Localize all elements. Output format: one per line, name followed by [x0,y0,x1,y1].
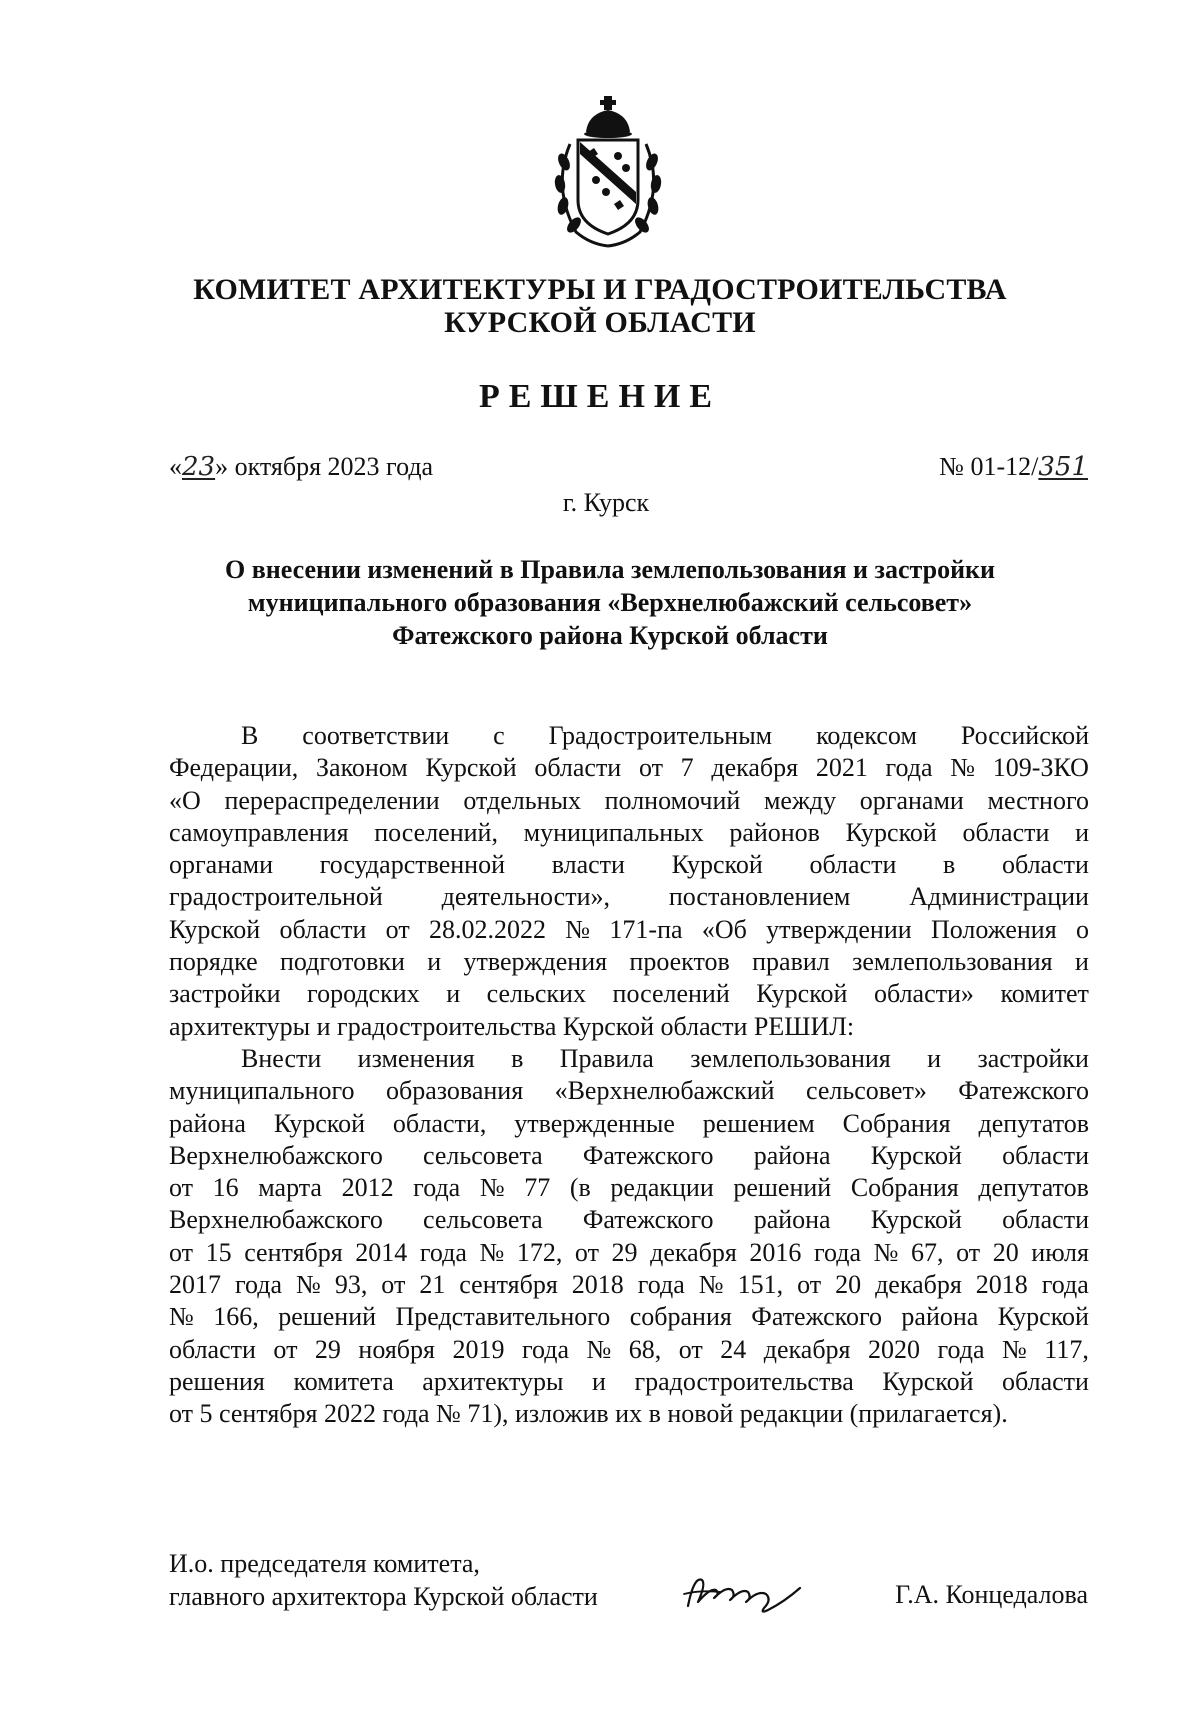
body-word: депутатов [978,1173,1089,1203]
body-line [169,1043,1089,1075]
signer-position-line1: И.о. председателя комитета, [169,1549,480,1578]
body-word: «Верхнелюбажский [554,1076,775,1106]
body-word: 172, [516,1237,563,1267]
body-line [169,1366,1089,1398]
body-word: 2021 [815,753,868,783]
body-word: Курской [845,817,937,847]
body-word: утверждения [463,947,608,977]
body-word: 20 [992,1237,1019,1267]
body-word: от [169,1173,194,1203]
body-word: 2020 [867,1334,920,1364]
body-word: 2017 [169,1270,221,1300]
body-word: Фатежского [751,1302,882,1332]
body-word: порядке [169,947,258,977]
body-word: перераспределении [224,785,440,815]
body-word: года [521,1334,569,1364]
signer-name: Г.А. Концедалова [895,1580,1088,1609]
body-word: области [962,817,1050,847]
body-word: 2018 [975,1270,1028,1300]
body-word: № [698,1270,724,1300]
date-open-quote: « [169,452,182,481]
body-word: застройки [169,979,281,1009]
document-subject [140,553,1080,652]
body-word: Курской [671,850,763,880]
body-word: и [591,1366,606,1396]
body-word: Градостроительным [548,721,773,750]
body-word: органами [169,850,274,880]
body-word: области [534,753,622,783]
body-line [169,1140,1089,1172]
body-line [169,849,1089,881]
document-type-title: РЕШЕНИЕ [478,378,722,415]
body-word: года [1041,1270,1089,1300]
body-word: 16 [212,1173,239,1203]
body-word: от [385,914,410,944]
document-number [939,452,1088,482]
body-word: Фатежского [958,1076,1089,1106]
document-body [169,720,1089,1431]
body-word: в [511,1043,524,1073]
body-word: марта [258,1173,322,1203]
body-word: от [797,1270,822,1300]
body-word: области [1002,1140,1089,1170]
body-word: области [809,850,897,880]
body-word: № [586,1334,612,1364]
body-word: № [1002,1334,1027,1364]
body-word: от [381,1270,406,1300]
body-word: местного [987,785,1089,815]
body-word: Верхнелюбажского [169,1140,383,1170]
body-word: 2019 [452,1334,505,1364]
body-word: года [937,1334,985,1364]
body-word: 29 [314,1334,341,1364]
body-word: градостроительной [169,882,383,912]
body-word: Фатежского [582,1205,714,1235]
body-line: архитектуры и градостроительства Курской области РЕШИЛ: [169,1011,855,1041]
body-word: Представительного [395,1302,611,1332]
document-city: г. Курск [562,488,650,517]
body-word: от [574,1237,599,1267]
body-word: и [927,1043,942,1073]
body-line [169,817,1089,849]
body-word: кодексом [816,721,917,750]
body-word: Внести [241,1043,322,1073]
body-line [169,1204,1089,1236]
body-word: депутатов [978,1108,1089,1138]
body-word: от [273,1334,298,1364]
body-word: от [169,1237,194,1267]
body-word: собрания [629,1302,732,1332]
body-word: В [241,721,259,750]
body-word: 21 [419,1270,446,1300]
signer-position-line2: главного архитектора Курской области [169,1582,598,1611]
body-word: области [1002,850,1089,880]
body-word: и [1074,947,1089,977]
body-word: (в [569,1173,591,1203]
body-word: года [814,1237,862,1267]
body-word: правил [752,947,830,977]
body-word: ноября [358,1334,435,1364]
body-word: года [637,1270,685,1300]
body-word: июля [1031,1237,1089,1267]
body-word: области [169,1334,256,1364]
body-word: Курской [425,753,517,783]
body-word: области [1002,1205,1089,1235]
body-word: комитет [1000,979,1089,1009]
body-line [169,720,1089,752]
body-word: района [901,1302,979,1332]
body-word: 151, [737,1270,784,1300]
body-word: самоуправления [169,817,349,847]
body-word: проектов [629,947,730,977]
body-line [169,1269,1089,1301]
body-word: органами [859,785,964,815]
body-word: утверждении [766,914,912,944]
body-word: застройки [977,1043,1089,1073]
body-word: сельсовета [423,1205,543,1235]
body-line [169,1108,1089,1140]
document-number-prefix: № 01-12/ [939,452,1039,481]
body-word: утвержденные [514,1108,675,1138]
body-word: землепользования [852,947,1053,977]
body-line [169,785,1089,817]
body-word: области» [874,979,974,1009]
body-line [169,1301,1089,1333]
body-word: Верхнелюбажского [169,1205,383,1235]
body-word: 109-ЗКО [992,753,1089,783]
body-word: муниципальных [523,817,704,847]
body-word: землепользования [690,1043,891,1073]
subject-line: муниципального образования «Верхнелюбажский сельсовет» [247,588,973,617]
body-word: Курской [169,914,261,944]
body-word: постановлением [668,882,851,912]
body-word: года [413,1173,461,1203]
body-word: комитета [293,1366,394,1396]
body-word: Собрания [842,1108,951,1138]
body-word: подготовки [279,947,405,977]
body-word: деятельности», [441,882,610,912]
body-word: поселений, [374,817,498,847]
body-word: Курской [882,1366,974,1396]
body-word: 28.02.2022 [429,914,546,944]
body-word: отдельных [463,785,581,815]
body-word: сельсовета [423,1140,543,1170]
body-word: Курской [870,1205,962,1235]
body-line [169,946,1089,978]
body-word: Российской [960,721,1089,750]
body-word: 117, [1044,1334,1089,1364]
body-word: 7 [680,753,694,783]
body-word: от [638,753,663,783]
body-word: в [943,850,956,880]
body-word: городских [307,979,420,1009]
body-word: полномочий [604,785,741,815]
body-word: области, [392,1108,487,1138]
body-word: и [427,947,442,977]
body-line [169,881,1089,913]
body-word: изменения [357,1043,475,1073]
body-word: Администрации [909,882,1089,912]
body-line [169,1172,1089,1204]
body-line [169,1075,1089,1107]
subject-line: О внесении изменений в Правила землепользования и застройки [224,555,996,584]
body-word: архитектуры [422,1366,564,1396]
subject-line: Фатежского района Курской области [392,621,828,650]
body-word: редакции [610,1173,714,1203]
body-word: государственной [319,850,506,880]
body-line: от 5 сентября 2022 года № 71), изложив их в новой редакции (прилагается). [169,1399,1008,1429]
body-word: сельских [486,979,586,1009]
body-word: района [169,1108,246,1138]
body-word: о [1075,914,1089,944]
body-word: образования [386,1076,524,1106]
body-word: между [763,785,837,815]
body-word: Курской [756,979,848,1009]
body-word: градостроительства [634,1366,854,1396]
signature-block [169,1547,598,1613]
body-word: соответствии [302,721,450,750]
body-word: Правила [559,1043,654,1073]
body-word: 67, [911,1237,944,1267]
body-word: муниципального [169,1076,355,1106]
body-word: 171-па [609,914,683,944]
coat-of-arms-icon [548,92,668,252]
body-word: № [565,914,591,944]
body-word: и [1075,817,1089,847]
body-word: «О [169,785,201,815]
body-word: от [956,1237,981,1267]
body-line [169,914,1089,946]
body-word: 68, [628,1334,662,1364]
body-word: № [479,1173,505,1203]
body-word: Фатежского [582,1140,714,1170]
body-word: 15 [205,1237,232,1267]
body-line [169,752,1089,784]
body-word: 2012 [341,1173,394,1203]
body-line [169,978,1089,1010]
organization-name-line1: КОМИТЕТ АРХИТЕКТУРЫ И ГРАДОСТРОИТЕЛЬСТВА [193,273,1007,306]
body-word: решений [733,1173,832,1203]
body-word: и [446,979,461,1009]
body-word: решением [702,1108,815,1138]
organization-name-line2: КУРСКОЙ ОБЛАСТИ [444,306,756,339]
body-word: декабря [875,1270,962,1300]
body-word: года [885,753,933,783]
body-word: года [234,1270,283,1300]
document-date [169,452,433,482]
body-word: декабря [711,753,799,783]
body-word: декабря [650,1237,737,1267]
body-word: № [169,1302,194,1332]
body-word: № [950,753,976,783]
body-word: 2018 [571,1270,624,1300]
body-word: 29 [611,1237,638,1267]
body-word: Курской [273,1108,365,1138]
body-word: Курской [997,1302,1089,1332]
body-line [169,1334,1089,1366]
body-word: № [296,1270,321,1300]
body-word: сентября [244,1237,343,1267]
body-word: решения [169,1366,265,1396]
handwritten-signature [680,1568,820,1618]
body-word: 166, [213,1302,259,1332]
body-word: района [753,1205,831,1235]
body-word: Курской [870,1140,962,1170]
body-word: Федерации, [169,753,299,783]
body-word: власти [551,850,625,880]
body-word: поселений [612,979,730,1009]
body-word: 24 [720,1334,747,1364]
body-word: «Об [701,914,747,944]
body-line [169,1237,1089,1269]
body-word: № [873,1237,899,1267]
body-word: сельсовет» [806,1076,927,1106]
body-word: от [678,1334,703,1364]
body-word: с [493,721,505,750]
date-day-handwritten: 23 [182,452,216,482]
body-word: области [279,914,367,944]
body-word: № [479,1237,505,1267]
body-word: района [753,1140,831,1170]
body-word: районов [729,817,820,847]
body-word: 2014 [355,1237,408,1267]
body-word: 77 [524,1173,551,1203]
body-word: года [419,1237,467,1267]
document-number-handwritten: 351 [1038,452,1088,482]
body-word: Положения [930,914,1057,944]
date-month-year: » октября 2023 года [215,452,434,481]
body-word: 20 [835,1270,862,1300]
body-word: Собрания [850,1173,959,1203]
body-word: сентября [459,1270,558,1300]
body-word: 2016 [749,1237,802,1267]
body-word: 93, [334,1270,368,1300]
body-word: Законом [316,753,408,783]
body-word: декабря [763,1334,851,1364]
body-word: области [1002,1366,1089,1396]
body-word: решений [278,1302,377,1332]
